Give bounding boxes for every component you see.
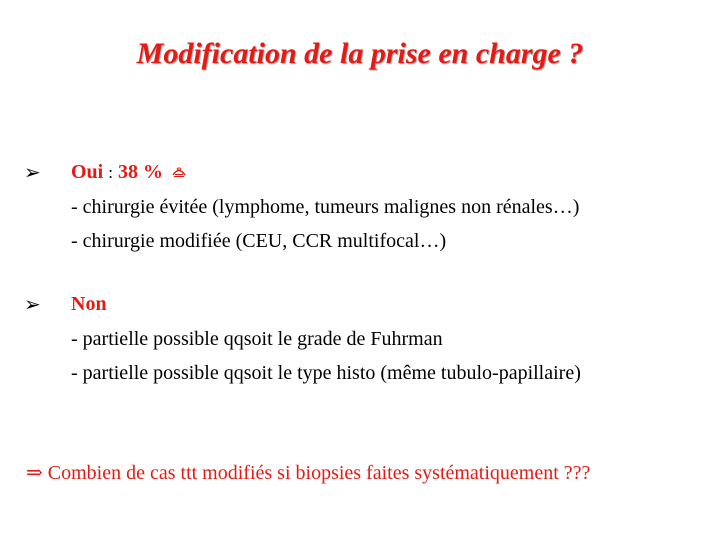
section-non-heading bbox=[71, 292, 107, 316]
slide-title: Modification de la prise en charge ? bbox=[136, 37, 584, 70]
section-oui-line-2: - chirurgie modifiée (CEU, CCR multifocal…) bbox=[71, 230, 447, 252]
smiley-icon-graphic bbox=[171, 165, 187, 179]
implies-arrow-icon: ⇒ bbox=[26, 462, 43, 484]
section-oui-heading bbox=[71, 160, 187, 185]
bullet-arrow-icon: ➢ bbox=[24, 292, 41, 316]
section-heading-label: Oui bbox=[71, 161, 104, 183]
heading-separator: : bbox=[108, 163, 113, 182]
conclusion-text: Combien de cas ttt modifiés si biopsies faites systématiquement ??? bbox=[47, 462, 591, 484]
bullet-arrow-icon: ➢ bbox=[24, 160, 41, 184]
conclusion-question bbox=[26, 460, 590, 486]
smiley-icon bbox=[171, 161, 187, 185]
section-non-line-2: - partielle possible qqsoit le type histo (même tubulo-papillaire) bbox=[71, 362, 581, 384]
section-non-line-1: - partielle possible qqsoit le grade de Fuhrman bbox=[71, 328, 443, 350]
percentage-value: 38 % bbox=[117, 161, 163, 183]
section-heading-label: Non bbox=[71, 293, 107, 315]
section-oui-line-1: - chirurgie évitée (lymphome, tumeurs malignes non rénales…) bbox=[71, 196, 580, 218]
